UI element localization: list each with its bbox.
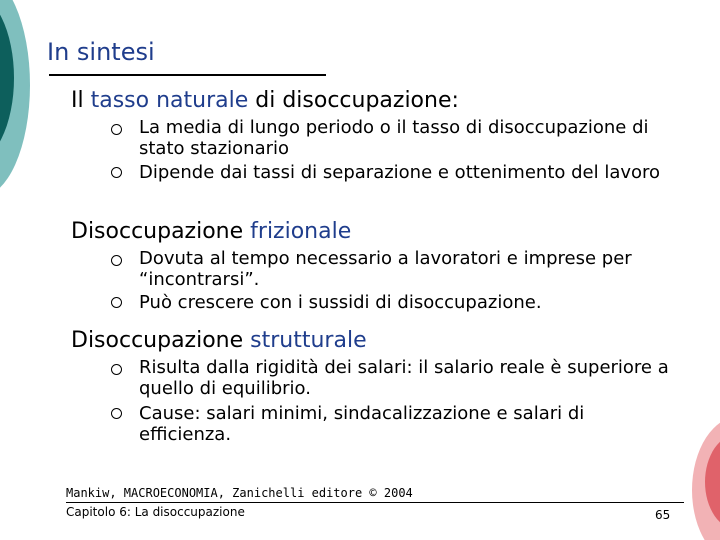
section-heading-rest: di disoccupazione: (248, 88, 459, 113)
footer-source: Mankiw, MACROECONOMIA, Zanichelli editore © 2004 (66, 486, 413, 500)
section-heading-structural (71, 328, 367, 354)
bullet-text: Risulta dalla rigidità dei salari: il salario reale è superiore a quello di equilibrio. (139, 357, 669, 399)
section-heading-frictional (71, 219, 351, 245)
bullet-icon (111, 255, 122, 266)
bullet-text: La media di lungo periodo o il tasso di disoccupazione di stato stazionario (139, 117, 649, 159)
bullet-icon (111, 167, 122, 178)
bullet-icon (111, 364, 122, 375)
section-heading-highlight: strutturale (250, 328, 367, 353)
bullet-icon (111, 297, 122, 308)
page-number: 65 (655, 508, 671, 522)
bullet-icon (111, 124, 122, 135)
title-underline (49, 74, 326, 76)
section-heading-natural-rate (71, 88, 459, 114)
bullet-text: Cause: salari minimi, sindacalizzazione e salari di efficienza. (139, 403, 585, 445)
section-heading-highlight: frizionale (250, 219, 352, 244)
section-heading-plain: Il (71, 88, 91, 113)
slide-title: In sintesi (47, 38, 155, 66)
footer-divider (66, 502, 684, 503)
bullet-icon (111, 408, 122, 419)
section-heading-plain: Disoccupazione (71, 328, 251, 353)
bullet-text: Dovuta al tempo necessario a lavoratori e imprese per “incontrarsi”. (139, 248, 632, 290)
footer-chapter: Capitolo 6: La disoccupazione (66, 505, 245, 519)
bullet-text: Dipende dai tassi di separazione e ottenimento del lavoro (139, 162, 661, 183)
section-heading-plain: Disoccupazione (71, 219, 251, 244)
section-heading-highlight: tasso naturale (90, 88, 249, 113)
bullet-text: Può crescere con i sussidi di disoccupazione. (139, 292, 542, 313)
